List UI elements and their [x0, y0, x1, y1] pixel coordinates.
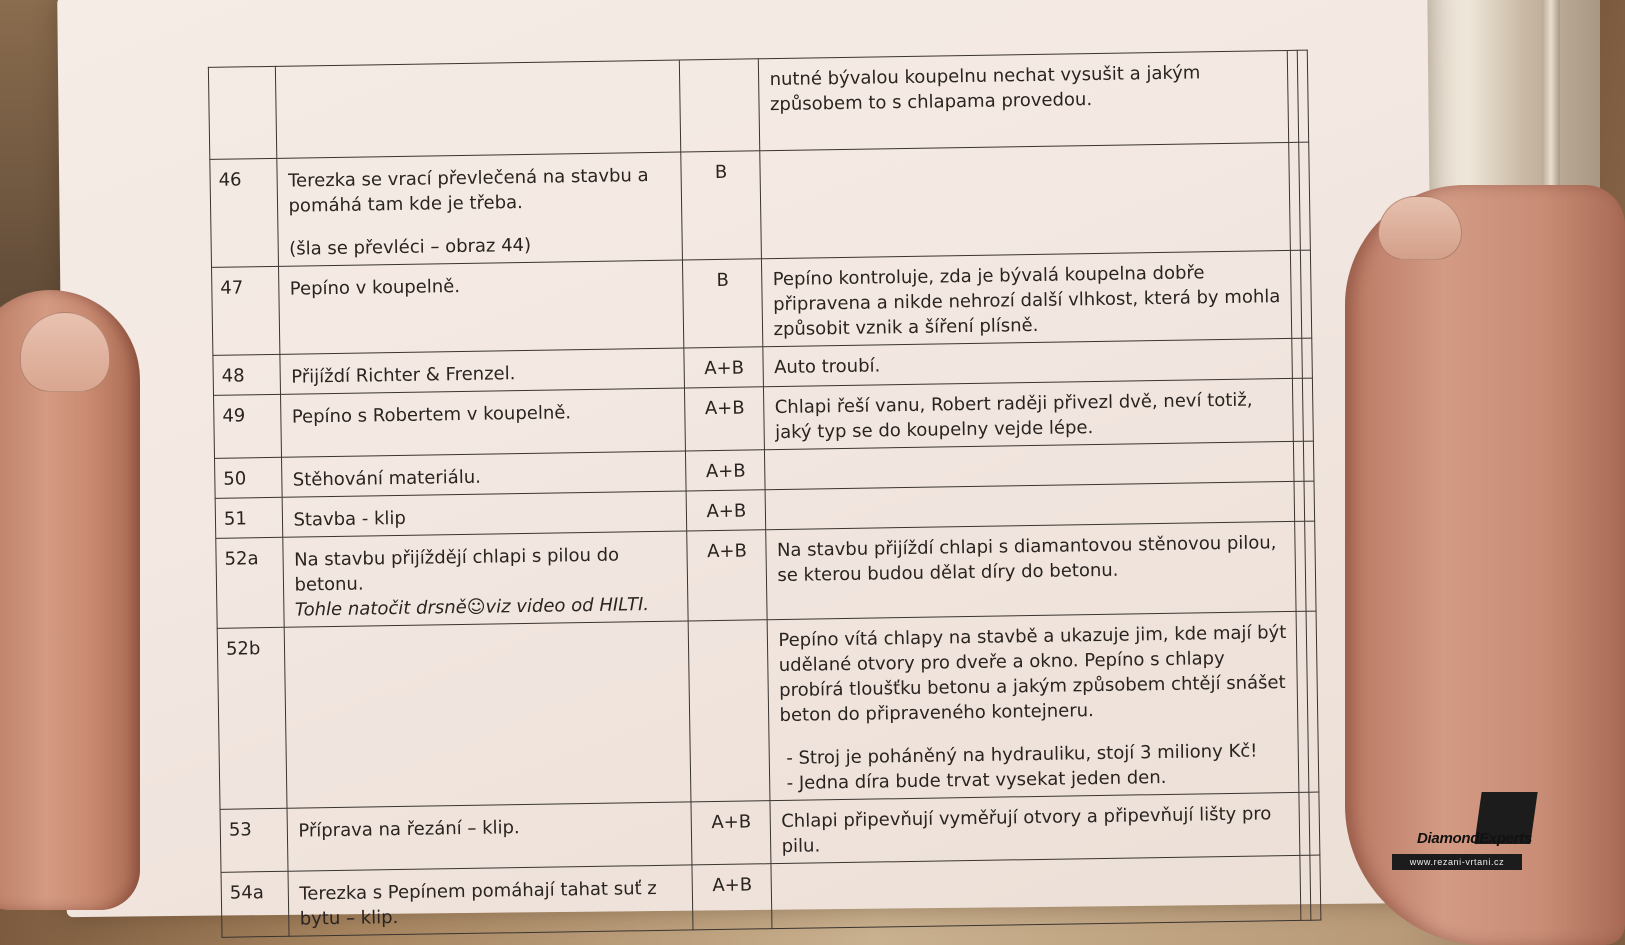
row-blank-column	[1301, 250, 1312, 338]
row-action-italic-note: Tohle natočit drsně☺viz video od HILTI.	[294, 594, 650, 621]
row-action	[276, 60, 681, 158]
row-note-text: Pepíno vítá chlapy na stavbě a ukazuje jim, kde mají být udělané otvory pro dveře a okno. Pepíno s chlapy probírá tloušťku betonu a jakým způsobem chtějí snášet beton do připraveného kontejneru.	[778, 622, 1287, 727]
row-blank-column	[1304, 481, 1314, 521]
bullet-item: - Jedna díra bude trvat vysekat jeden den.	[786, 766, 1167, 794]
row-note: Na stavbu přijíždí chlapi s diamantovou stěnovou pilou, se kterou budou dělat díry do betonu.	[766, 521, 1296, 619]
row-who: A+B	[687, 490, 767, 531]
row-action: Stěhování materiálu.	[282, 451, 687, 497]
row-who: A+B	[692, 864, 772, 930]
row-blank-column	[1297, 50, 1308, 142]
row-action-text: Na stavbu přijíždějí chlapi s pilou do betonu.	[293, 544, 620, 596]
row-note	[760, 142, 1291, 258]
table-row	[212, 250, 1312, 355]
row-blank-column	[1294, 481, 1304, 521]
row-action: Přijíždí Richter & Frenzel.	[280, 348, 685, 394]
table-row	[216, 521, 1316, 628]
table-row	[208, 50, 1308, 159]
row-number: 49	[214, 394, 282, 458]
left-thumbnail-nail	[20, 312, 110, 392]
table-row	[210, 142, 1311, 267]
row-blank-column	[1310, 855, 1321, 920]
row-who	[680, 59, 760, 152]
row-who: B	[681, 151, 762, 260]
row-blank-column	[1294, 441, 1304, 481]
watermark-logo	[1392, 792, 1532, 874]
row-who: A+B	[687, 530, 767, 621]
row-who: B	[683, 259, 763, 348]
row-number: 53	[220, 808, 288, 872]
row-number: 51	[215, 497, 283, 538]
row-blank-column	[1292, 338, 1302, 378]
row-number: 52b	[217, 627, 287, 809]
row-number: 50	[215, 457, 283, 498]
row-note: Auto troubí.	[763, 338, 1293, 386]
row-blank-column	[1306, 611, 1319, 792]
row-who: A+B	[691, 801, 771, 865]
row-blank-column	[1309, 792, 1320, 855]
spacer	[289, 213, 674, 237]
row-blank-column	[1303, 378, 1314, 441]
row-note	[771, 855, 1301, 928]
row-note: Chlapi řeší vanu, Robert raději přivezl dvě, neví totiž, jaký typ se do koupelny vejde lépe.	[764, 378, 1294, 449]
row-note: Chlapi připevňují vyměřují otvory a připevňují lišty pro pilu.	[770, 792, 1300, 863]
row-action-text: Terezka se vrací převlečená na stavbu a pomáhá tam kde je třeba.	[287, 165, 649, 217]
row-who: A+B	[684, 347, 764, 388]
script-table-wrapper	[208, 49, 1350, 930]
row-action-extra: (šla se převléci – obraz 44)	[289, 234, 532, 260]
row-action	[277, 152, 683, 266]
row-number: 46	[210, 158, 279, 267]
row-action	[283, 531, 688, 627]
logo-name: DiamondExperts	[1417, 830, 1532, 847]
row-number: 48	[213, 354, 281, 395]
table-row	[217, 611, 1319, 809]
row-blank-column	[1304, 441, 1314, 481]
row-number: 47	[212, 266, 281, 355]
logo-url: www.rezani-vrtani.cz	[1392, 854, 1522, 870]
row-number: 52a	[216, 537, 285, 628]
right-thumbnail-nail	[1378, 196, 1462, 260]
row-note	[768, 611, 1300, 800]
row-number: 54a	[221, 871, 289, 937]
row-who: A+B	[685, 387, 765, 451]
row-action: Příprava na řezání – klip.	[288, 802, 693, 871]
row-number	[208, 66, 277, 159]
row-note: nutné bývalou koupelnu nechat vysušit a jakým způsobem to s chlapama provedou.	[759, 50, 1289, 150]
row-action: Stavba - klip	[283, 491, 688, 537]
row-who: A+B	[686, 450, 766, 491]
row-note: Pepíno kontroluje, zda je bývalá koupelna dobře připravena a nikde nehrozí další vlhkost, která by mohla způsobit vznik a šíření plísně.	[762, 250, 1292, 346]
row-action	[285, 621, 692, 808]
row-action: Pepíno v koupelně.	[279, 260, 684, 354]
row-blank-column	[1302, 338, 1312, 378]
row-who	[689, 620, 771, 802]
row-blank-column	[1299, 142, 1310, 250]
row-action: Pepíno s Robertem v koupelně.	[281, 388, 686, 457]
row-action: Terezka s Pepínem pomáhají tahat suť z bytu – klip.	[288, 865, 693, 936]
script-table	[208, 50, 1322, 938]
bullet-item: - Stroj je poháněný na hydrauliku, stojí 3 miliony Kč!	[786, 740, 1258, 769]
row-blank-column	[1305, 521, 1316, 611]
